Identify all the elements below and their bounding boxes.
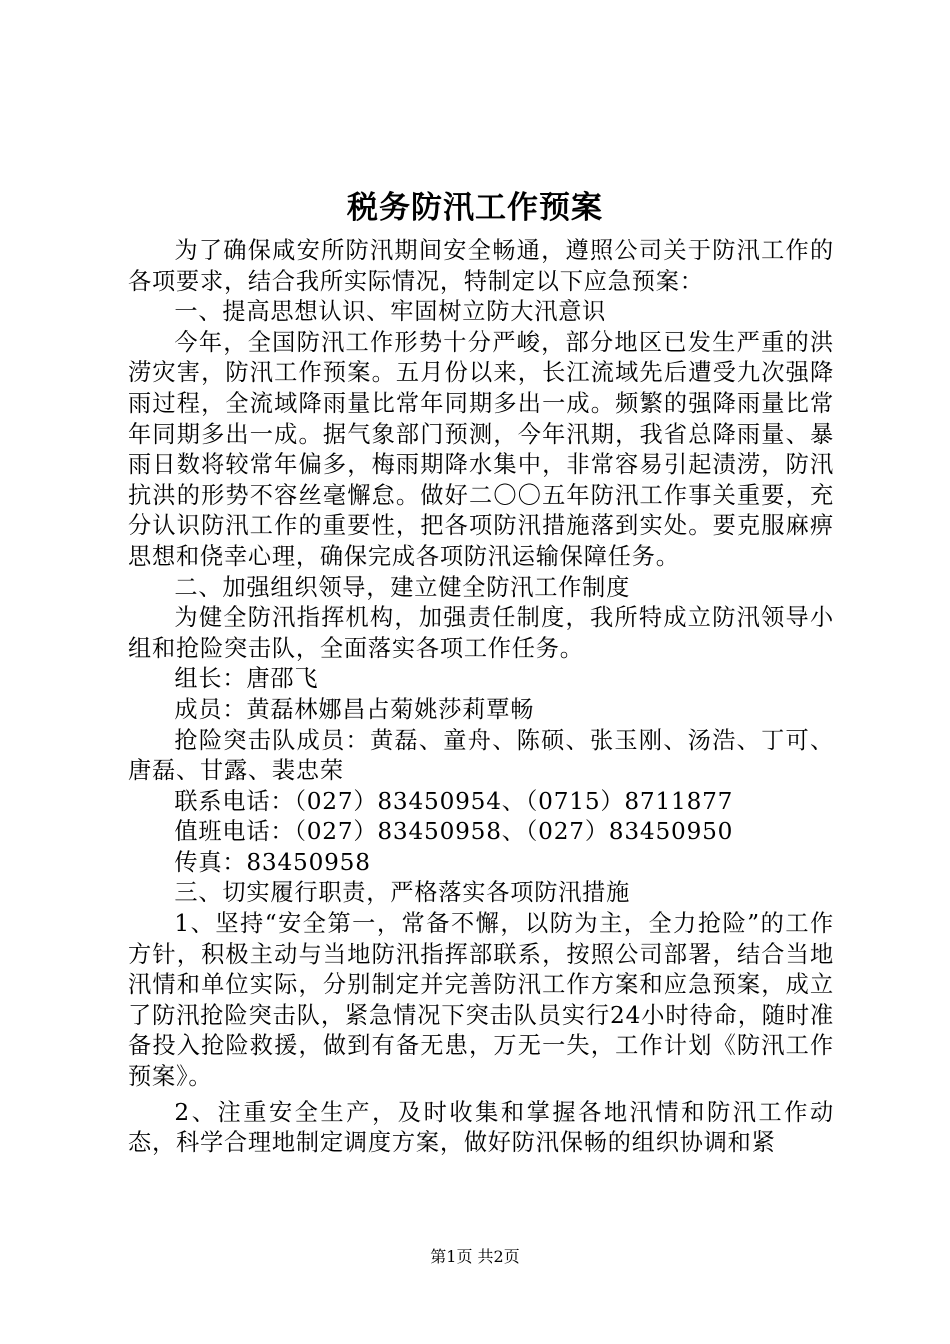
section-3-item-2: 2、注重安全生产，及时收集和掌握各地汛情和防汛工作动态，科学合理地制定调度方案，做好防汛保畅的组织协调和紧: [128, 1098, 834, 1157]
section-heading-2: 二、加强组织领导，建立健全防汛工作制度: [174, 573, 631, 601]
section-2-paragraph: 为健全防汛指挥机构，加强责任制度，我所特成立防汛领导小组和抢险突击队，全面落实各项工作任务。: [128, 604, 834, 662]
team-leader-line: 组长：唐邵飞: [174, 665, 319, 693]
document-body: [128, 236, 834, 1159]
document-title: 税务防汛工作预案: [347, 190, 603, 226]
section-heading-3: 三、切实履行职责，严格落实各项防汛措施: [174, 879, 631, 907]
intro-paragraph: 为了确保咸安所防汛期间安全畅通，遵照公司关于防汛工作的各项要求，结合我所实际情况，特制定以下应急预案：: [128, 237, 834, 295]
section-heading-1: 一、提高思想认识、牢固树立防大汛意识: [174, 298, 607, 326]
rescue-team-line: 抢险突击队成员：黄磊、童舟、陈硕、张玉刚、汤浩、丁可、唐磊、甘露、裴忠荣: [128, 726, 834, 785]
team-members-line: 成员：黄磊林娜昌占菊姚莎莉覃畅: [174, 695, 535, 723]
section-3-item-1: 1、坚持“安全第一，常备不懈，以防为主，全力抢险”的工作方针，积极主动与当地防汛指挥部联系，按照公司部署，结合当地汛情和单位实际，分别制定并完善防汛工作方案和应急预案，成立了防汛抢险突击队，紧急情况下突击队员实行24小时待命，随时准备投入抢险救援，做到有备无患，万无一失，工作计划《防汛工作预案》。: [128, 910, 834, 1091]
page-footer: 第1页 共2页: [430, 1247, 520, 1266]
section-1-paragraph: 今年，全国防汛工作形势十分严峻，部分地区已发生严重的洪涝灾害，防汛工作预案。五月份以来，长江流域先后遭受九次强降雨过程，全流域降雨量比常年同期多出一成。频繁的强降雨量比常年同期多出一成。据气象部门预测，今年汛期，我省总降雨量、暴雨日数将较常年偏多，梅雨期降水集中，非常容易引起渍涝，防汛抗洪的形势不容丝毫懈怠。做好二〇〇五年防汛工作事关重要，充分认识防汛工作的重要性，把各项防汛措施落到实处。要克服麻痹思想和侥幸心理，确保完成各项防汛运输保障任务。: [128, 328, 834, 570]
duty-phone-line: 值班电话：（027）83450958、（027）83450950: [174, 818, 734, 846]
fax-line: 传真：83450958: [174, 848, 371, 876]
contact-phone-line: 联系电话：（027）83450954、（0715）8711877: [174, 787, 734, 815]
